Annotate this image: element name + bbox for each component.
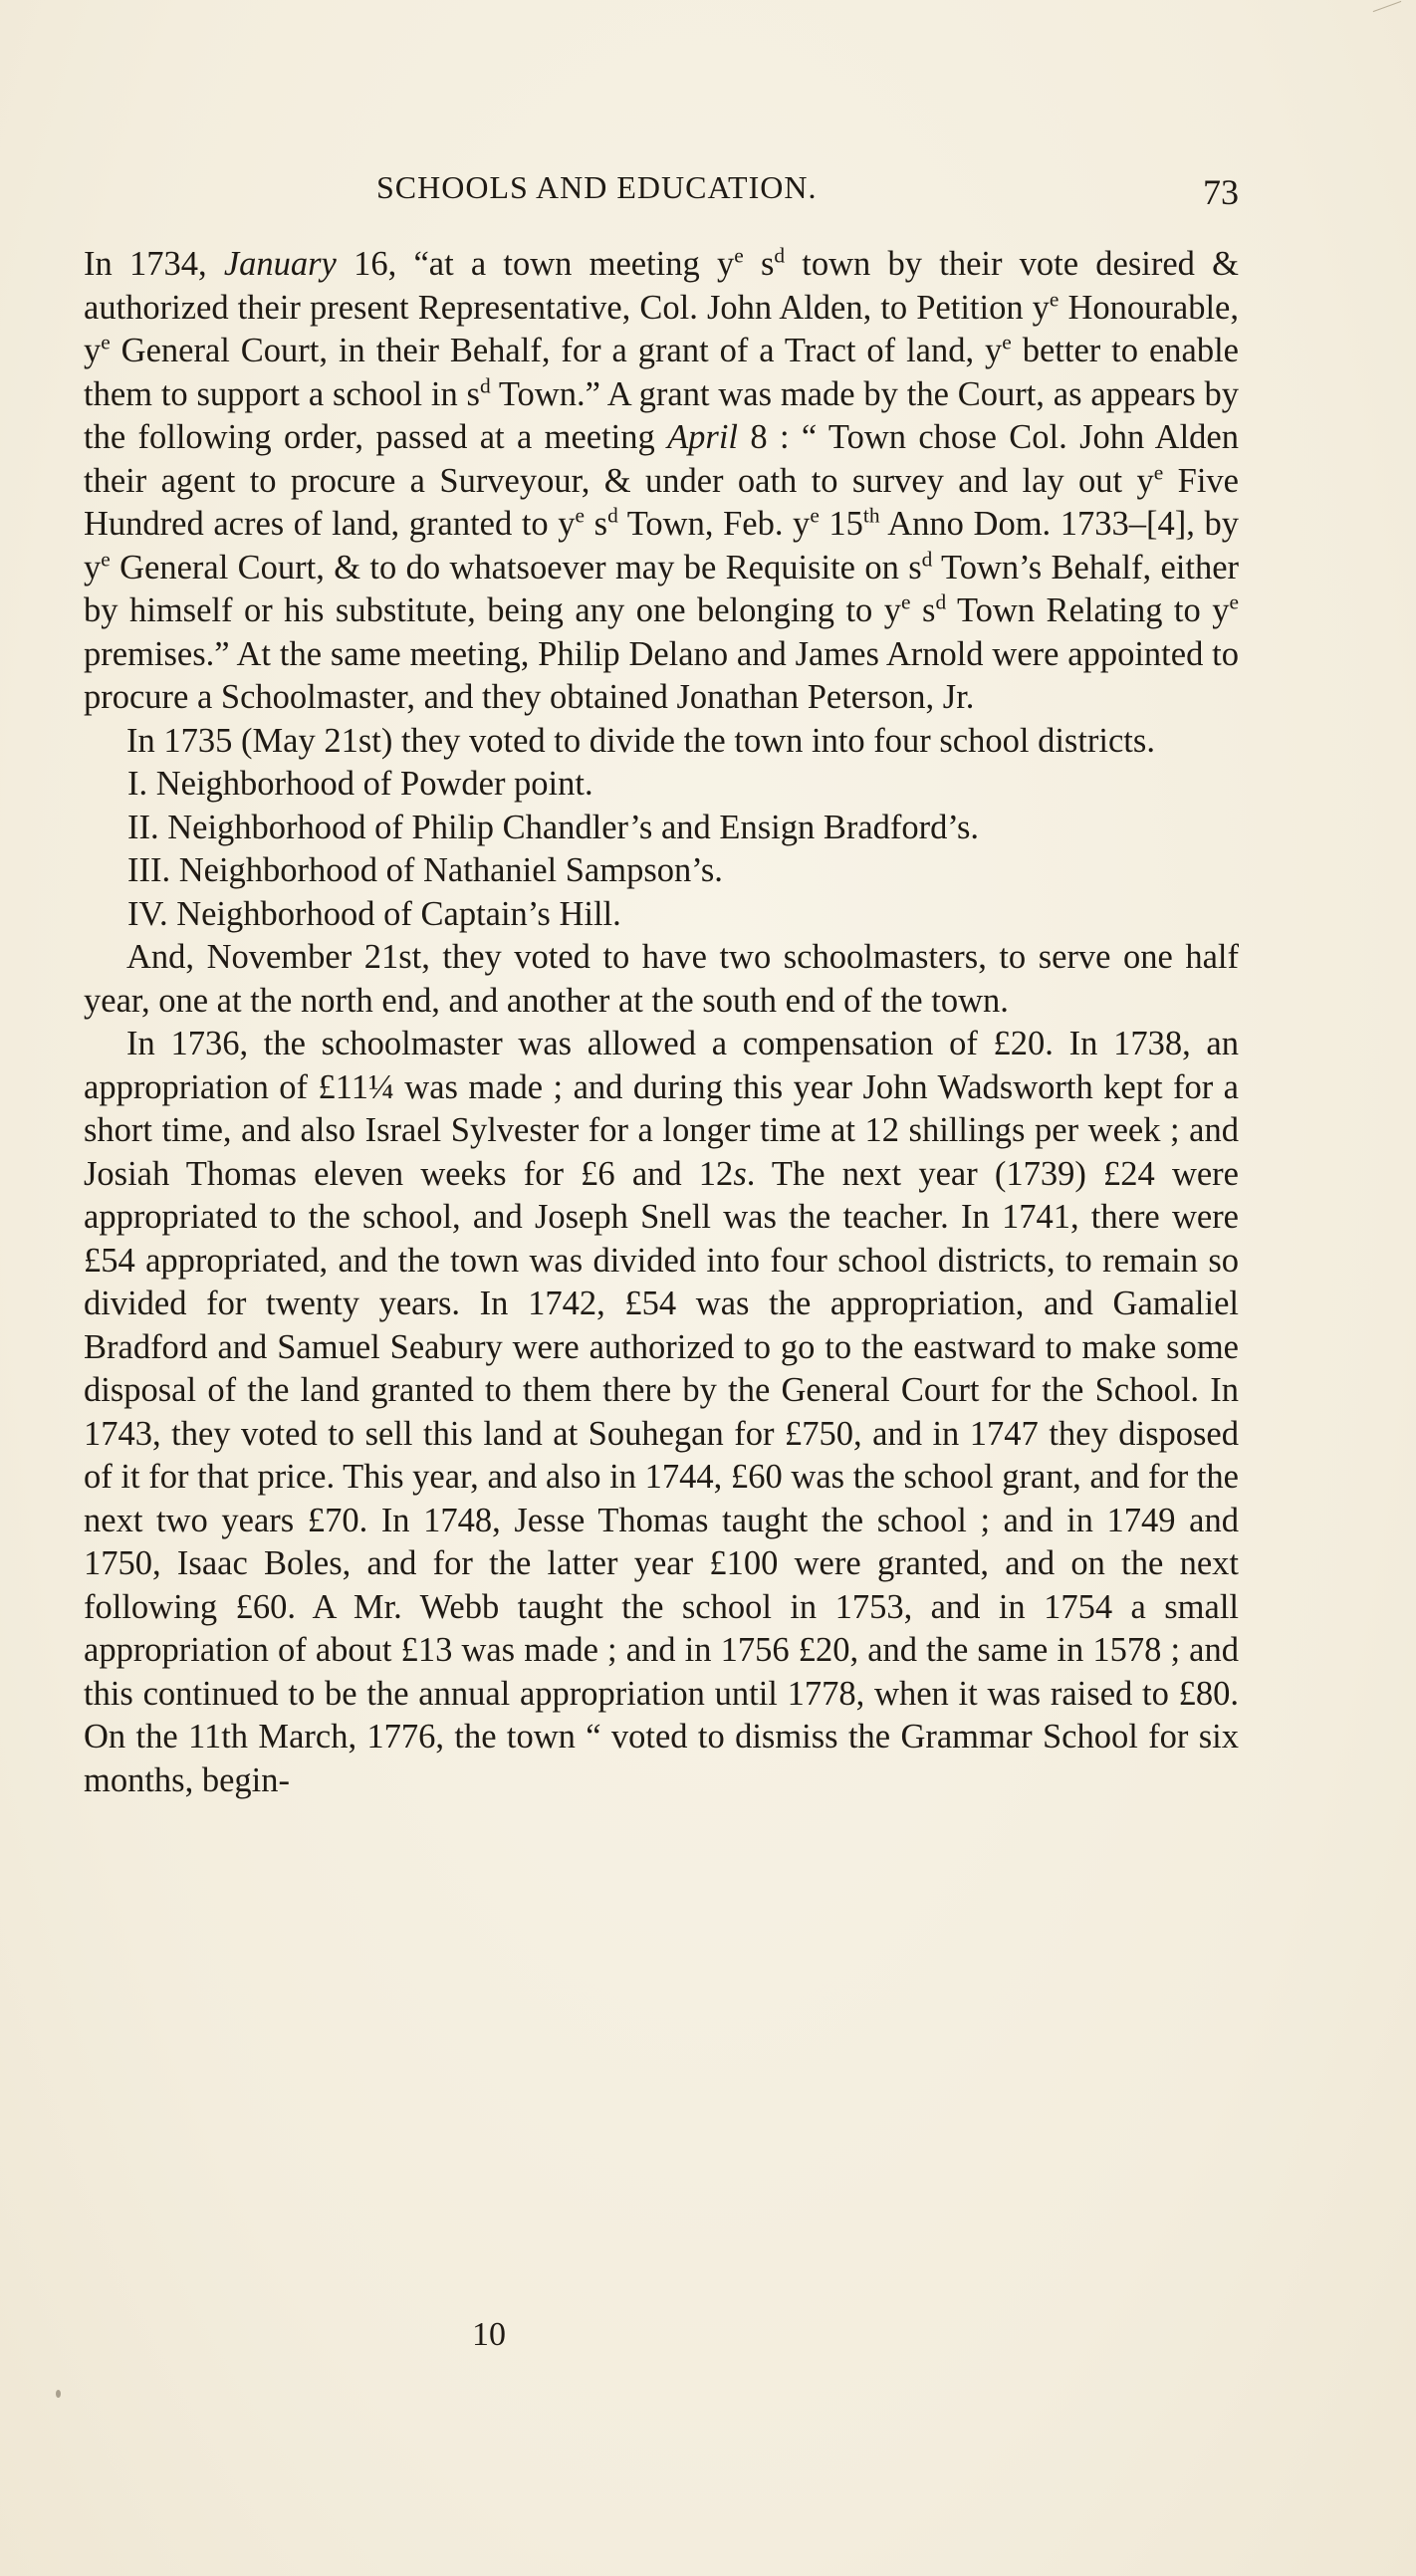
text-run: Honourable, y — [84, 288, 1239, 369]
text-run: And, November 21st, they voted to have two schoolmasters, to serve one half year, one at the north end, and another at the south end of the town. — [84, 938, 1239, 1020]
district-list-item — [84, 763, 1239, 807]
superscript: d — [921, 547, 933, 571]
italic-text: s — [733, 1154, 747, 1193]
text-run: In 1735 (May 21st) they voted to divide the town into four school districts. — [126, 721, 1155, 760]
text-run: IV. Neighborhood of Captain’s Hill. — [127, 894, 621, 933]
text-run: III. Neighborhood of Nathaniel Sampson’s. — [127, 851, 723, 889]
text-run: In 1734, — [84, 245, 224, 283]
body-text — [84, 243, 1239, 1802]
text-run: Five Hundred acres of land, granted to y — [84, 461, 1239, 543]
text-run: 15 — [819, 505, 863, 543]
superscript: e — [901, 589, 911, 614]
text-run: premises.” At the same meeting, Philip Delano and James Arnold were appointed to procure a Schoolmaster, and they obtained Jonathan Peterson, Jr. — [84, 634, 1239, 716]
superscript: e — [1153, 460, 1164, 484]
superscript: d — [607, 503, 618, 528]
paragraph — [84, 936, 1239, 1023]
superscript: e — [1049, 287, 1060, 311]
text-run: Town’s Behalf, either by himself or his substitute, being any one belonging to y — [84, 548, 1239, 629]
text-run: I. Neighborhood of Powder point. — [127, 765, 593, 803]
paragraph — [84, 720, 1239, 764]
superscript: e — [810, 503, 820, 528]
text-run: s — [585, 505, 608, 543]
ink-speck — [56, 2390, 61, 2398]
district-list-item — [84, 893, 1239, 937]
superscript: d — [479, 373, 491, 397]
superscript: e — [1002, 330, 1012, 354]
running-head: SCHOOLS AND EDUCATION. — [376, 169, 818, 205]
text-run: s — [910, 591, 936, 629]
text-run: General Court, & to do whatsoever may be Requisite on s — [110, 548, 922, 586]
text-run: Town, Feb. y — [617, 505, 811, 543]
page-number: 73 — [1203, 172, 1239, 212]
paragraph — [84, 1023, 1239, 1802]
district-list-item — [84, 807, 1239, 850]
corner-mark — [1373, 1, 1402, 12]
text-run: s — [743, 245, 775, 283]
text-run: 16, “at a town meeting y — [336, 245, 735, 283]
text-run: better to enable them to support a school in s — [84, 332, 1239, 413]
italic-text: January — [223, 245, 337, 283]
text-run: Anno Dom. 1733–[4], by y — [84, 505, 1239, 586]
district-list-item — [84, 849, 1239, 893]
italic-text: April — [667, 418, 739, 456]
text-run: town by their vote desired & authorized their present Representative, Col. John Alden, to Petition y — [84, 245, 1239, 327]
superscript: e — [1229, 589, 1239, 614]
superscript: th — [862, 503, 880, 528]
signature-mark: 10 — [472, 2316, 506, 2353]
superscript: d — [935, 589, 947, 614]
text-run: In 1736, the schoolmaster was allowed a compensation of £20. In 1738, an appropriation of £11¼ was made ; and during this year John Wadsworth kept for a short time, and also Israel Sylvester for a longer time at 12 shillings per week ; and Josiah Thomas eleven weeks for £6 and 12 — [84, 1025, 1239, 1193]
superscript: e — [734, 243, 744, 268]
page-header — [84, 169, 1239, 219]
text-run: General Court, in their Behalf, for a grant of a Tract of land, y — [110, 332, 1003, 369]
text-run: II. Neighborhood of Philip Chandler’s and Ensign Bradford’s. — [127, 808, 980, 846]
superscript: e — [101, 547, 111, 571]
superscript: e — [101, 330, 111, 354]
text-run: Town Relating to y — [946, 591, 1230, 629]
paragraph — [84, 243, 1239, 720]
text-run: . The next year (1739) £24 were appropriated to the school, and Joseph Snell was the teacher. In 1741, there were £54 appropriated, and the town was divided into four school districts, to remain so divided for twenty years. In 1742, £54 was the appropriation, and Gamaliel Bradford and Samuel Seabury were authorized to go to the eastward to make some disposal of the land granted to them there by the General Court for the School. In 1743, they voted to sell this land at Souhegan for £750, and in 1747 they disposed of it for that price. This year, and also in 1744, £60 was the school grant, and for the next two years £70. In 1748, Jesse Thomas taught the school ; and in 1749 and 1750, Isaac Boles, and for the latter year £100 were granted, and on the next following £60. A Mr. Webb taught the school in 1753, and in 1754 a small appropriation of about £13 was made ; and in 1756 £20, and the same in 1578 ; and this continued to be the annual appropriation until 1778, when it was raised to £80. On the 11th March, 1776, the town “ voted to dismiss the Grammar School for six months, begin- — [84, 1154, 1239, 1799]
superscript: d — [774, 243, 786, 268]
text-run: 8 : “ Town chose Col. John Alden their agent to procure a Surveyour, & under oath to survey and lay out y — [84, 418, 1239, 500]
superscript: e — [575, 503, 586, 528]
text-run: Town.” A grant was made by the Court, as appears by the following order, passed at a meeting — [84, 374, 1240, 456]
